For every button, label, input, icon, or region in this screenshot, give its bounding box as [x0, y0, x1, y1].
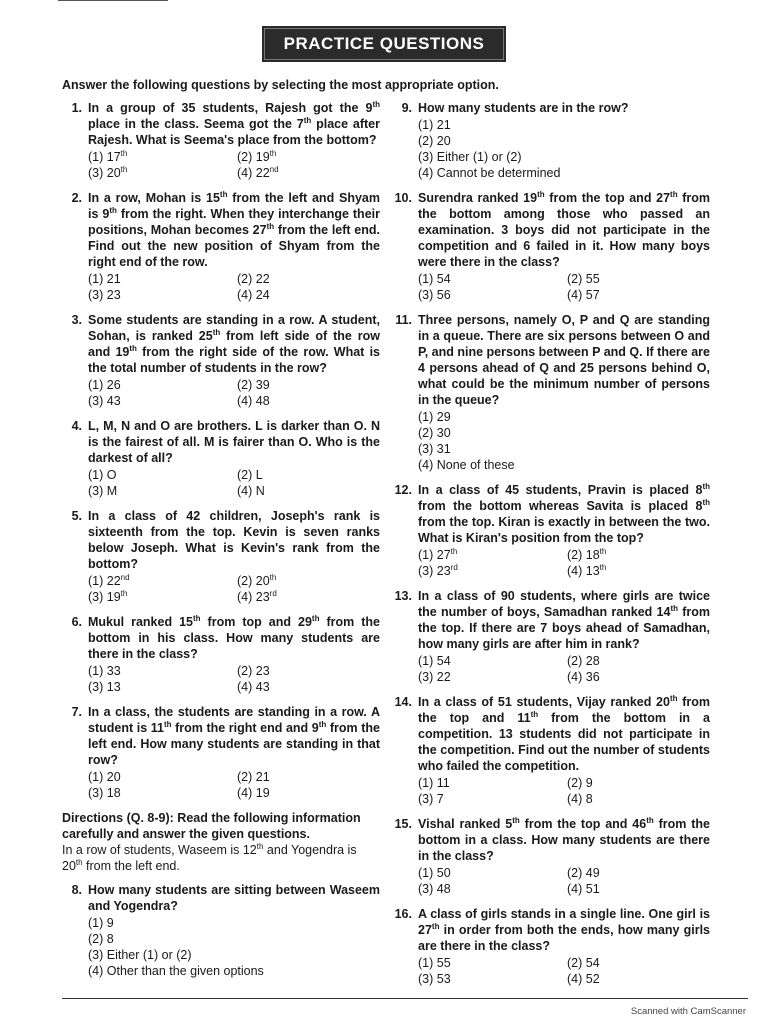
answer-option: (1) 17th [88, 148, 128, 164]
answer-option: (3) Either (1) or (2) [418, 150, 522, 164]
question-list-right [392, 100, 710, 987]
answer-option: (1) 26 [88, 378, 121, 392]
question-text: How many students are in the row? [418, 101, 629, 115]
instruction-text: Answer the following questions by selecting the most appropriate option. [62, 78, 499, 92]
answer-option: (4) 48 [237, 394, 270, 408]
question-text: Three persons, namely O, P and Q are standing in a queue. There are six persons between O and P, and nine persons between P and Q. If there are 4 persons ahead of Q and 25 persons behind O, what could be the minimum number of persons in the queue? [418, 313, 710, 407]
option-list [88, 663, 380, 695]
answer-option: (2) 20 [418, 134, 451, 148]
option-list [88, 377, 380, 409]
answer-option: (4) 52 [567, 972, 600, 986]
question-number: 13. [394, 589, 412, 603]
answer-option: (3) 18 [88, 786, 121, 800]
question-body [418, 906, 710, 987]
answer-option: (4) 22nd [237, 164, 279, 180]
question-text: In a row, Mohan is 15th from the left and Shyam is 9th from the right. When they interchange their positions, Mohan becomes 27th from the left end. Find out the new position of Shyam from the right end of the row. [88, 189, 380, 269]
option-list [88, 769, 380, 801]
answer-option: (2) 23 [237, 664, 270, 678]
option-list [418, 271, 710, 303]
directions-block [62, 810, 380, 874]
answer-option: (1) 55 [418, 956, 451, 970]
question-text: In a class of 90 students, where girls are twice the number of boys, Samadhan ranked 14th from the top. If there are 7 boys ahead of Samadhan, how many girls are after him in rank? [418, 589, 711, 651]
answer-option: (4) 23rd [237, 588, 277, 604]
option-list [418, 117, 710, 181]
answer-option: (3) 23rd [418, 562, 458, 578]
answer-option: (1) 54 [418, 272, 451, 286]
answer-option: (2) 28 [567, 654, 600, 668]
question-list-left [62, 100, 380, 801]
answer-option: (3) 48 [418, 882, 451, 896]
answer-option: (1) 20 [88, 770, 121, 784]
question-body [88, 614, 380, 695]
question-8 [62, 882, 380, 979]
question-number: 10. [394, 191, 412, 205]
question-number: 5. [71, 509, 82, 523]
question-6 [62, 614, 380, 695]
answer-option: (2) 22 [237, 272, 270, 286]
question-body [418, 190, 710, 303]
answer-option: (2) 9 [567, 776, 593, 790]
question-16 [392, 906, 710, 987]
answer-option: (2) 55 [567, 272, 600, 286]
question-body [418, 482, 710, 579]
answer-option: (1) 22nd [88, 572, 130, 588]
question-body [418, 312, 710, 473]
question-number: 15. [394, 817, 412, 831]
answer-option: (2) 19th [237, 148, 277, 164]
answer-option: (2) 49 [567, 866, 600, 880]
question-text: How many students are sitting between Waseem and Yogendra? [88, 883, 380, 913]
question-number: 12. [394, 483, 412, 497]
question-text: Mukul ranked 15th from top and 29th from the bottom in his class. How many students are there in the class? [88, 613, 380, 661]
question-text: In a class of 45 students, Pravin is placed 8th from the bottom whereas Savita is placed 8th from the top. Kiran is exactly in between the two. What is Kiran's position from the top? [418, 481, 710, 545]
question-text: Surendra ranked 19th from the top and 27th from the bottom among those who passed an examination. 3 boys did not participate in the competition and 6 failed in it. How many boys were there in the class? [418, 189, 711, 269]
question-number: 1. [71, 101, 82, 115]
question-text: In a class, the students are standing in a row. A student is 11th from the right end and 9th from the left end. How many students are standing in that row? [88, 705, 380, 767]
answer-option: (1) 50 [418, 866, 451, 880]
question-text: A class of girls stands in a single line. One girl is 27th in order from both the ends, how many girls are there in the class? [418, 907, 710, 953]
question-3 [62, 312, 380, 409]
question-number: 6. [71, 615, 82, 629]
answer-option: (4) None of these [418, 458, 515, 472]
answer-option: (4) 24 [237, 288, 270, 302]
answer-option: (1) 11 [418, 776, 450, 790]
question-body [418, 694, 710, 807]
option-list [418, 653, 710, 685]
option-list [418, 865, 710, 897]
option-list [88, 573, 380, 605]
question-4 [62, 418, 380, 499]
question-number: 16. [394, 907, 412, 921]
question-14 [392, 694, 710, 807]
answer-option: (3) 7 [418, 792, 444, 806]
answer-option: (4) 36 [567, 670, 600, 684]
answer-option: (3) 43 [88, 394, 121, 408]
question-number: 8. [71, 883, 82, 897]
question-text: In a class of 42 children, Joseph's rank is sixteenth from the top. Kevin is seven ranks below Joseph. What is Kevin's rank from the bottom? [88, 509, 380, 571]
question-body [88, 100, 380, 181]
answer-option: (3) 19th [88, 588, 128, 604]
answer-option: (1) 9 [88, 916, 114, 930]
answer-option: (4) 43 [237, 680, 270, 694]
question-body [88, 190, 380, 303]
question-10 [392, 190, 710, 303]
top-divider [58, 0, 168, 1]
answer-option: (1) 21 [88, 272, 121, 286]
question-text: L, M, N and O are brothers. L is darker than O. N is the fairest of all. M is fairer than O. Who is the darkest of all? [88, 419, 380, 465]
question-number: 3. [71, 313, 82, 327]
answer-option: (3) 56 [418, 288, 451, 302]
answer-option: (3) 31 [418, 442, 451, 456]
answer-option: (2) 18th [567, 546, 607, 562]
question-text: Some students are standing in a row. A student, Sohan, is ranked 25th from left side of the row and 19th from the right side of the row. What is the total number of students in the row? [88, 313, 380, 375]
answer-option: (3) 22 [418, 670, 451, 684]
answer-option: (2) 20th [237, 572, 277, 588]
question-text: Vishal ranked 5th from the top and 46th from the bottom in a class. How many students are there in the class? [418, 815, 710, 863]
option-list [418, 955, 710, 987]
answer-option: (1) 33 [88, 664, 121, 678]
bottom-divider [62, 998, 748, 999]
answer-option: (4) Other than the given options [88, 964, 264, 978]
question-body [418, 588, 710, 685]
question-list-left-lower [62, 882, 380, 979]
option-list [418, 547, 710, 579]
option-list [88, 149, 380, 181]
title-bar [0, 26, 768, 62]
page-title: PRACTICE QUESTIONS [262, 26, 507, 62]
answer-option: (2) 30 [418, 426, 451, 440]
answer-option: (2) 21 [237, 770, 270, 784]
answer-option: (3) Either (1) or (2) [88, 948, 192, 962]
answer-option: (4) 8 [567, 792, 593, 806]
directions-heading: Directions (Q. 8-9): Read the following information carefully and answer the given questions. [62, 811, 361, 841]
answer-option: (4) 51 [567, 882, 600, 896]
question-number: 4. [71, 419, 82, 433]
answer-option: (2) 8 [88, 932, 114, 946]
right-column [392, 100, 710, 996]
question-13 [392, 588, 710, 685]
answer-option: (2) 39 [237, 378, 270, 392]
question-2 [62, 190, 380, 303]
left-column [62, 100, 380, 988]
question-9 [392, 100, 710, 181]
option-list [88, 271, 380, 303]
scanner-watermark: Scanned with CamScanner [630, 1006, 746, 1017]
option-list [88, 467, 380, 499]
question-body [88, 312, 380, 409]
answer-option: (3) M [88, 484, 118, 498]
answer-option: (4) 13th [567, 562, 607, 578]
question-1 [62, 100, 380, 181]
answer-option: (3) 53 [418, 972, 451, 986]
answer-option: (1) 21 [418, 118, 451, 132]
answer-option: (4) 57 [567, 288, 600, 302]
question-number: 2. [71, 191, 82, 205]
answer-option: (4) N [237, 484, 265, 498]
answer-option: (2) L [237, 468, 263, 482]
answer-option: (1) 27th [418, 546, 458, 562]
answer-option: (1) O [88, 468, 117, 482]
question-body [418, 100, 710, 181]
answer-option: (4) Cannot be determined [418, 166, 561, 180]
answer-option: (1) 29 [418, 410, 451, 424]
question-number: 7. [71, 705, 82, 719]
question-body [88, 418, 380, 499]
answer-option: (2) 54 [567, 956, 600, 970]
question-number: 11. [395, 313, 412, 327]
question-number: 9. [401, 101, 412, 115]
question-12 [392, 482, 710, 579]
question-text: In a group of 35 students, Rajesh got the 9th place in the class. Seema got the 7th place after Rajesh. What is Seema's place from the bottom? [88, 99, 380, 147]
question-body [418, 816, 710, 897]
question-11 [392, 312, 710, 473]
question-text: In a class of 51 students, Vijay ranked 20th from the top and 11th from the bottom in a competition. 13 students did not participate in the competition. Find out the number of students who failed the competition. [418, 693, 710, 773]
option-list [418, 775, 710, 807]
question-7 [62, 704, 380, 801]
question-body [88, 704, 380, 801]
answer-option: (3) 23 [88, 288, 121, 302]
option-list [88, 915, 380, 979]
question-body [88, 508, 380, 605]
answer-option: (3) 20th [88, 164, 128, 180]
answer-option: (4) 19 [237, 786, 270, 800]
option-list [418, 409, 710, 473]
question-body [88, 882, 380, 979]
question-5 [62, 508, 380, 605]
answer-option: (1) 54 [418, 654, 451, 668]
question-15 [392, 816, 710, 897]
answer-option: (3) 13 [88, 680, 121, 694]
directions-text: In a row of students, Waseem is 12th and Yogendra is 20th from the left end. [62, 841, 357, 873]
question-number: 14. [394, 695, 412, 709]
